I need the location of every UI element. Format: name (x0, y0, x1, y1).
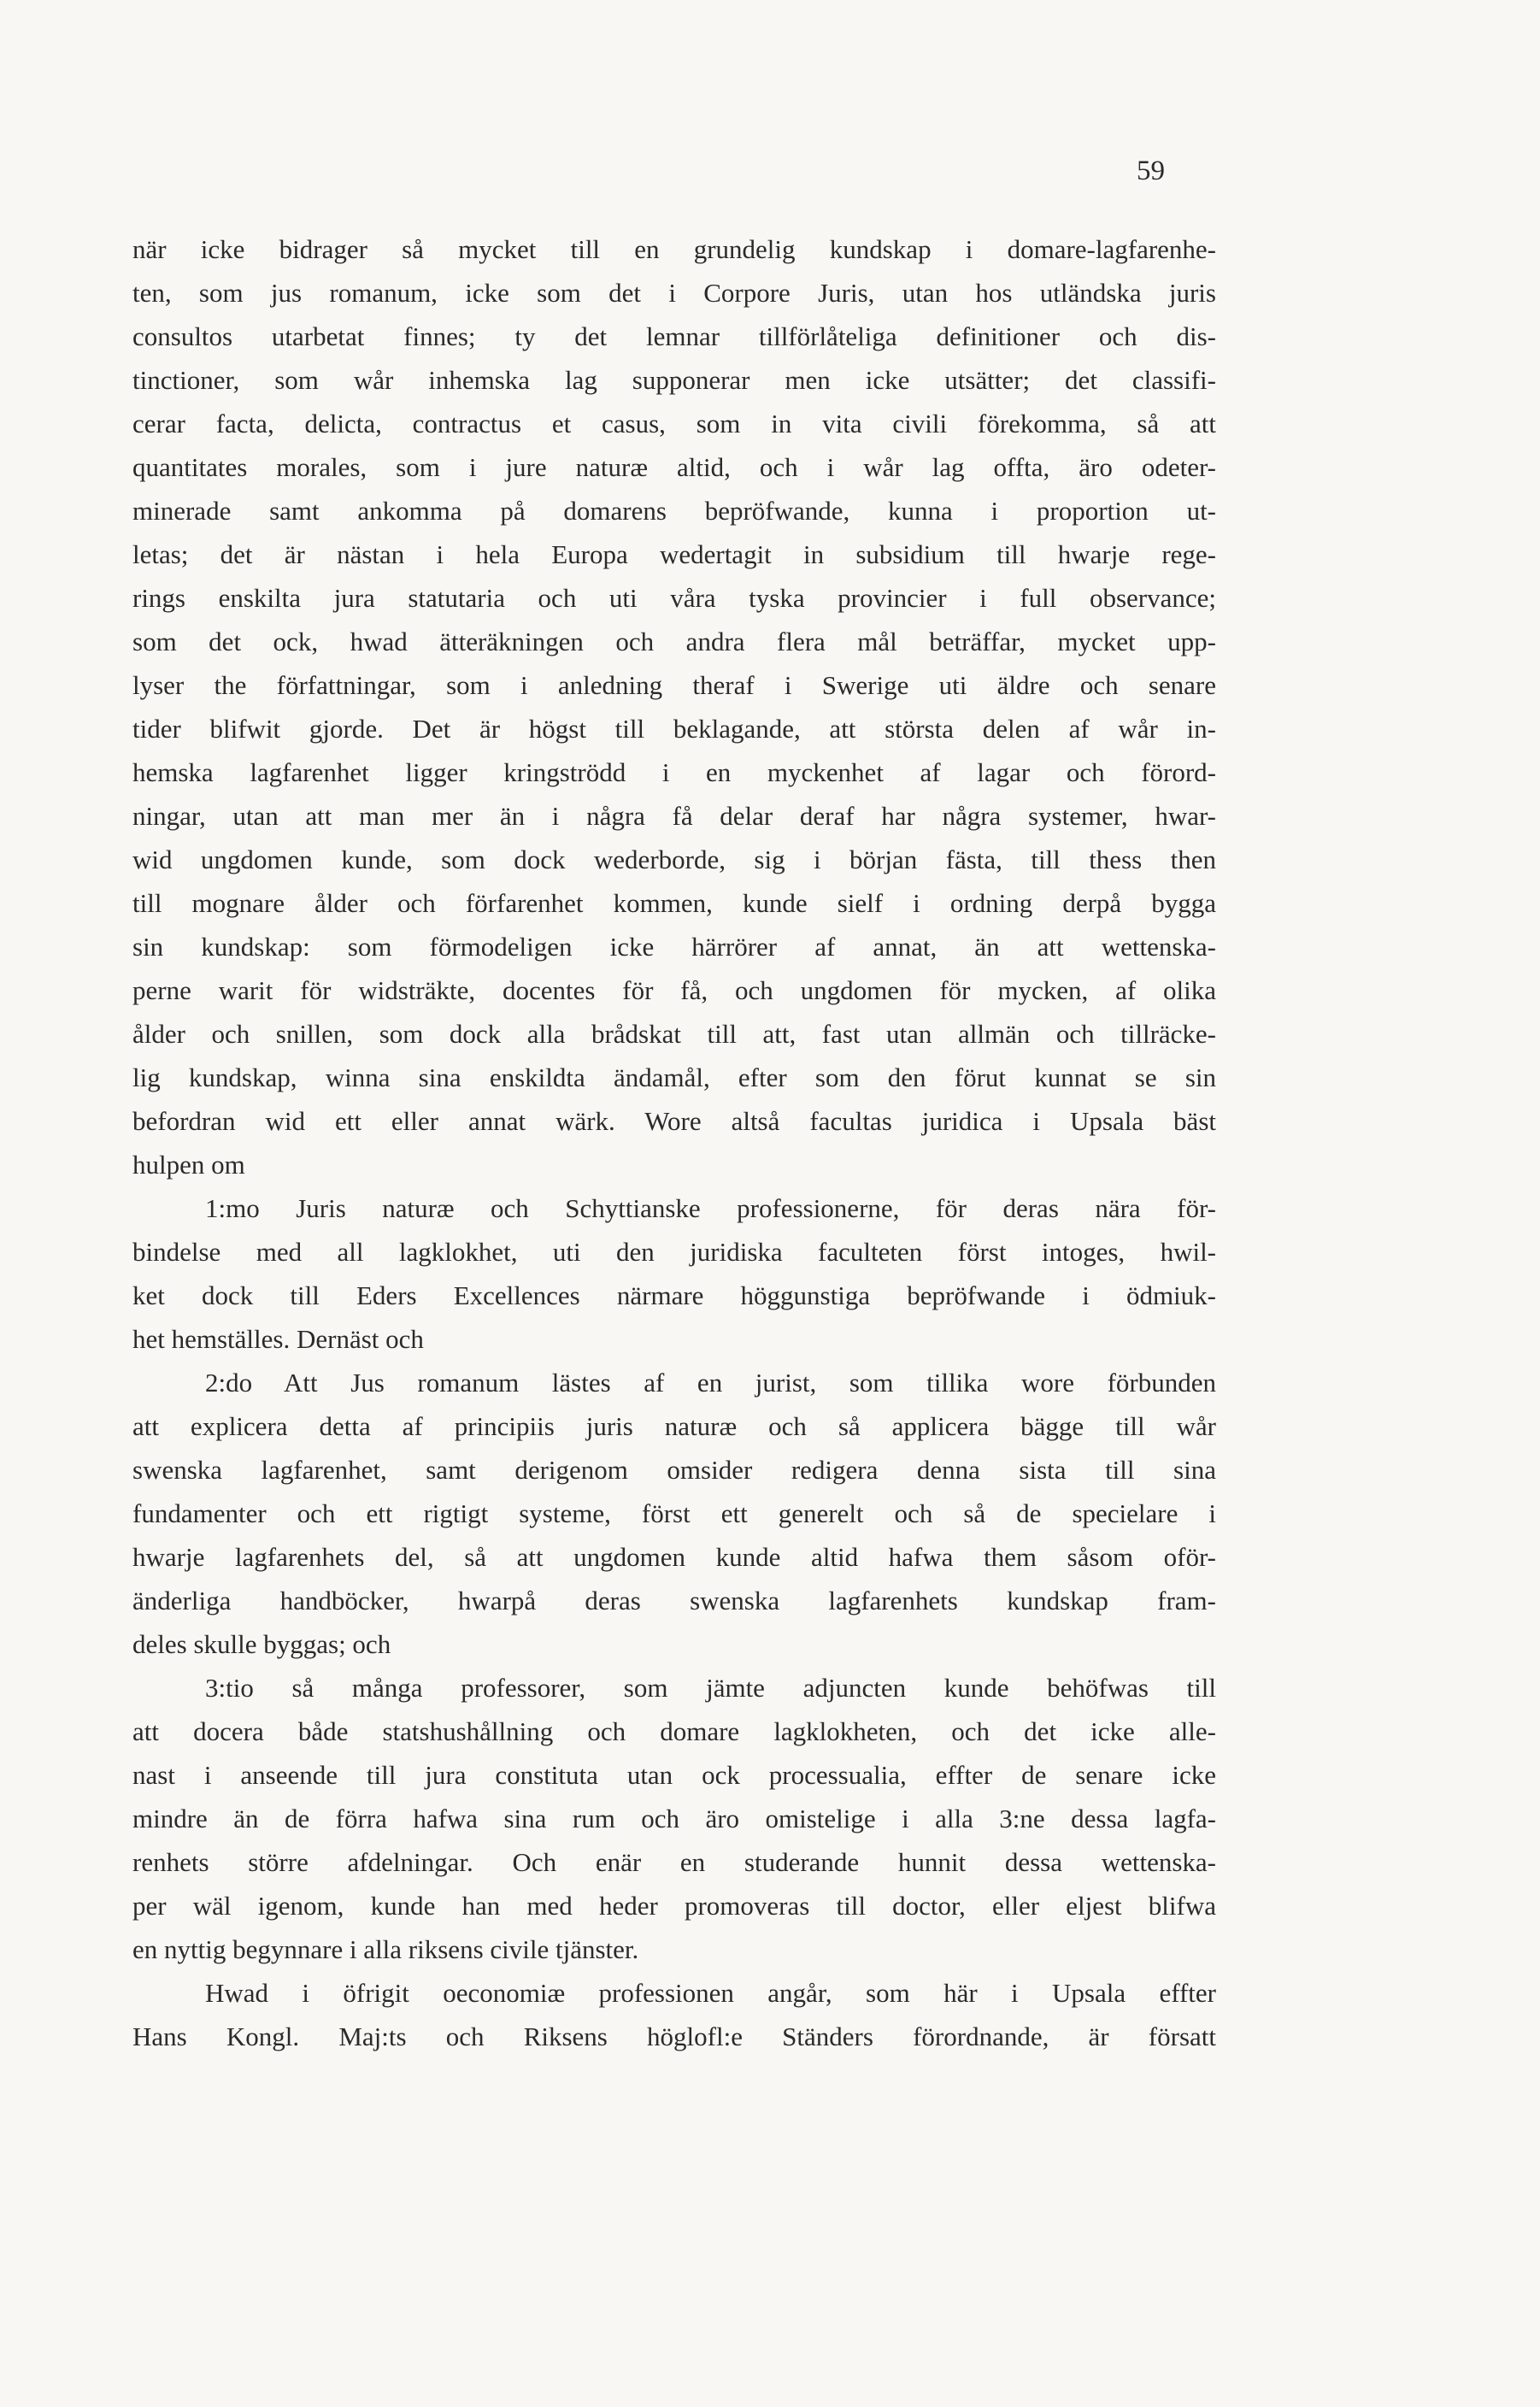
text-line: ningar, utan att man mer än i några få delar deraf har några systemer, hwar- (132, 801, 1216, 831)
text-line: Hans Kongl. Maj:ts och Riksens höglofl:e Ständers förordnande, är försatt (132, 2022, 1216, 2051)
body-text (132, 227, 1216, 2058)
text-line: fundamenter och ett rigtigt systeme, först ett generelt och så de specielare i (132, 1498, 1216, 1528)
text-line: letas; det är nästan i hela Europa wedertagit in subsidium till hwarje rege- (132, 539, 1216, 569)
text-line: lig kundskap, winna sina enskildta ändamål, efter som den förut kunnat se sin (132, 1062, 1216, 1092)
text-line: hemska lagfarenhet ligger kringströdd i en myckenhet af lagar och förord- (132, 757, 1216, 787)
text-line: wid ungdomen kunde, som dock wederborde, sig i början fästa, till thess then (132, 845, 1216, 874)
text-line: perne warit för widsträkte, docentes för få, och ungdomen för mycken, af olika (132, 975, 1216, 1005)
text-line: renhets större afdelningar. Och enär en studerande hunnit dessa wettenska- (132, 1847, 1216, 1877)
text-line: rings enskilta jura statutaria och uti våra tyska provincier i full observance; (132, 583, 1216, 613)
text-line: consultos utarbetat finnes; ty det lemnar tillförlåteliga definitioner och dis- (132, 321, 1216, 351)
text-line: lyser the författningar, som i anledning theraf i Swerige uti äldre och senare (132, 670, 1216, 700)
text-line: änderliga handböcker, hwarpå deras swenska lagfarenhets kundskap fram- (132, 1586, 1216, 1615)
text-line: som det ock, hwad ätteräkningen och andra flera mål beträffar, mycket upp- (132, 627, 1216, 656)
text-line: ten, som jus romanum, icke som det i Corpore Juris, utan hos utländska juris (132, 278, 1216, 308)
text-line: när icke bidrager så mycket till en grundelig kundskap i domare-lagfarenhe- (132, 234, 1216, 264)
page-number: 59 (1137, 156, 1165, 186)
text-line: ket dock till Eders Excellences närmare höggunstiga bepröfwande i ödmiuk- (132, 1280, 1216, 1310)
text-line: till mognare ålder och förfarenhet kommen, kunde sielf i ordning derpå bygga (132, 888, 1216, 918)
text-line: quantitates morales, som i jure naturæ altid, och i wår lag offta, äro odeter- (132, 452, 1216, 482)
text-line: ålder och snillen, som dock alla brådskat till att, fast utan allmän och tillräcke- (132, 1019, 1216, 1049)
text-line: deles skulle byggas; och (132, 1629, 391, 1659)
text-line: per wäl igenom, kunde han med heder promoveras till doctor, eller eljest blifwa (132, 1891, 1216, 1921)
text-line: befordran wid ett eller annat wärk. Wore altså facultas juridica i Upsala bäst (132, 1106, 1216, 1136)
text-line: bindelse med all lagklokhet, uti den juridiska faculteten först intoges, hwil- (132, 1237, 1216, 1267)
text-line: 1:mo Juris naturæ och Schyttianske professionerne, för deras nära för- (205, 1193, 1216, 1223)
text-line: swenska lagfarenhet, samt derigenom omsider redigera denna sista till sina (132, 1455, 1216, 1485)
text-line: tinctioner, som wår inhemska lag supponerar men icke utsätter; det classifi- (132, 365, 1216, 395)
text-line: nast i anseende till jura constituta utan ock processualia, effter de senare icke (132, 1760, 1216, 1790)
text-line: att explicera detta af principiis juris naturæ och så applicera bägge till wår (132, 1411, 1216, 1441)
text-line: het hemställes. Dernäst och (132, 1324, 424, 1354)
text-line: Hwad i öfrigit oeconomiæ professionen angår, som här i Upsala effter (205, 1978, 1216, 2008)
text-line: att docera både statshushållning och domare lagklokheten, och det icke alle- (132, 1716, 1216, 1746)
text-line: 2:do Att Jus romanum lästes af en jurist, som tillika wore förbunden (205, 1368, 1216, 1398)
text-line: hulpen om (132, 1150, 245, 1180)
text-line: minerade samt ankomma på domarens bepröfwande, kunna i proportion ut- (132, 496, 1216, 526)
text-line: en nyttig begynnare i alla riksens civile tjänster. (132, 1934, 639, 1964)
text-line: mindre än de förra hafwa sina rum och äro omistelige i alla 3:ne dessa lagfa- (132, 1804, 1216, 1833)
text-line: hwarje lagfarenhets del, så att ungdomen kunde altid hafwa them såsom oför- (132, 1542, 1216, 1572)
text-line: 3:tio så många professorer, som jämte adjuncten kunde behöfwas till (205, 1673, 1216, 1703)
text-line: tider blifwit gjorde. Det är högst till beklagande, att största delen af wår in- (132, 714, 1216, 744)
text-line: sin kundskap: som förmodeligen icke härrörer af annat, än att wettenska- (132, 932, 1216, 962)
text-line: cerar facta, delicta, contractus et casus, som in vita civili förekomma, så att (132, 409, 1216, 438)
